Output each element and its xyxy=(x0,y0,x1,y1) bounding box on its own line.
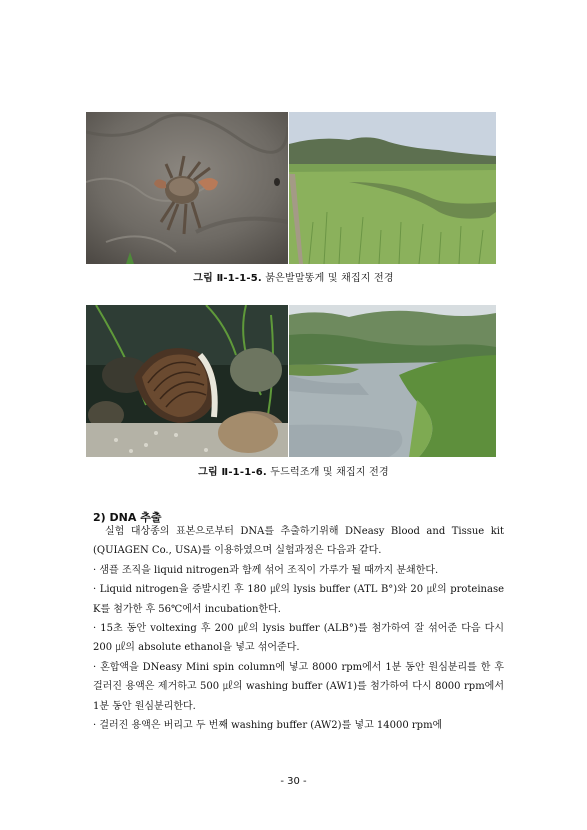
figure-caption-text: 붉은발말똥게 및 채집지 전경 xyxy=(265,273,394,284)
figure-caption-text: 두드럭조개 및 채집지 전경 xyxy=(270,467,389,478)
habitat-photo-river xyxy=(289,305,496,457)
list-item: · Liquid nitrogen을 증발시킨 후 180 ㎕의 lysis buffer (ATL B°)와 20 ㎕의 proteinase K를 첨가한 후 56℃에서 incubation한다. xyxy=(93,584,504,615)
figure-number: 그림 Ⅱ-1-1-5. xyxy=(193,273,262,284)
habitat-photo-field xyxy=(289,112,496,264)
list-item: · 15초 동안 voltexing 후 200 ㎕의 lysis buffer (ALB°)를 첨가하여 잘 섞어준 다음 다시 200 ㎕의 absolute ethanol을 넣고 섞어준다. xyxy=(93,623,504,654)
crab-photo xyxy=(86,112,288,264)
mussel-photo xyxy=(86,305,288,457)
page-number: - 30 - xyxy=(280,776,307,787)
figure-number: 그림 Ⅱ-1-1-6. xyxy=(198,467,267,478)
paragraph: 실험 대상종의 표본으로부터 DNA를 추출하기위해 DNeasy Blood and Tissue kit (QUIAGEN Co., USA)를 이용하였으며 실험과정은 다음과 같다. xyxy=(93,526,504,557)
list-item: · 혼합액을 DNeasy Mini spin column에 넣고 8000 rpm에서 1분 동안 원심분리를 한 후 걸러진 용액은 제거하고 500 ㎕의 washing buffer (AW1)를 첨가하여 다시 8000 rpm에서 1분 동안 원심분리한다. xyxy=(93,661,504,712)
list-item: · 걸러진 용액은 버리고 두 번째 washing buffer (AW2)를 넣고 14000 rpm에 xyxy=(93,720,443,732)
body-text xyxy=(93,522,504,735)
list-item: · 샘플 조직을 liquid nitrogen과 함께 섞어 조직이 가루가 될 때까지 분쇄한다. xyxy=(93,564,439,576)
section-heading: 2) DNA 추출 xyxy=(93,511,162,524)
figure-caption-1 xyxy=(0,269,587,284)
figure-caption-2 xyxy=(0,463,587,478)
